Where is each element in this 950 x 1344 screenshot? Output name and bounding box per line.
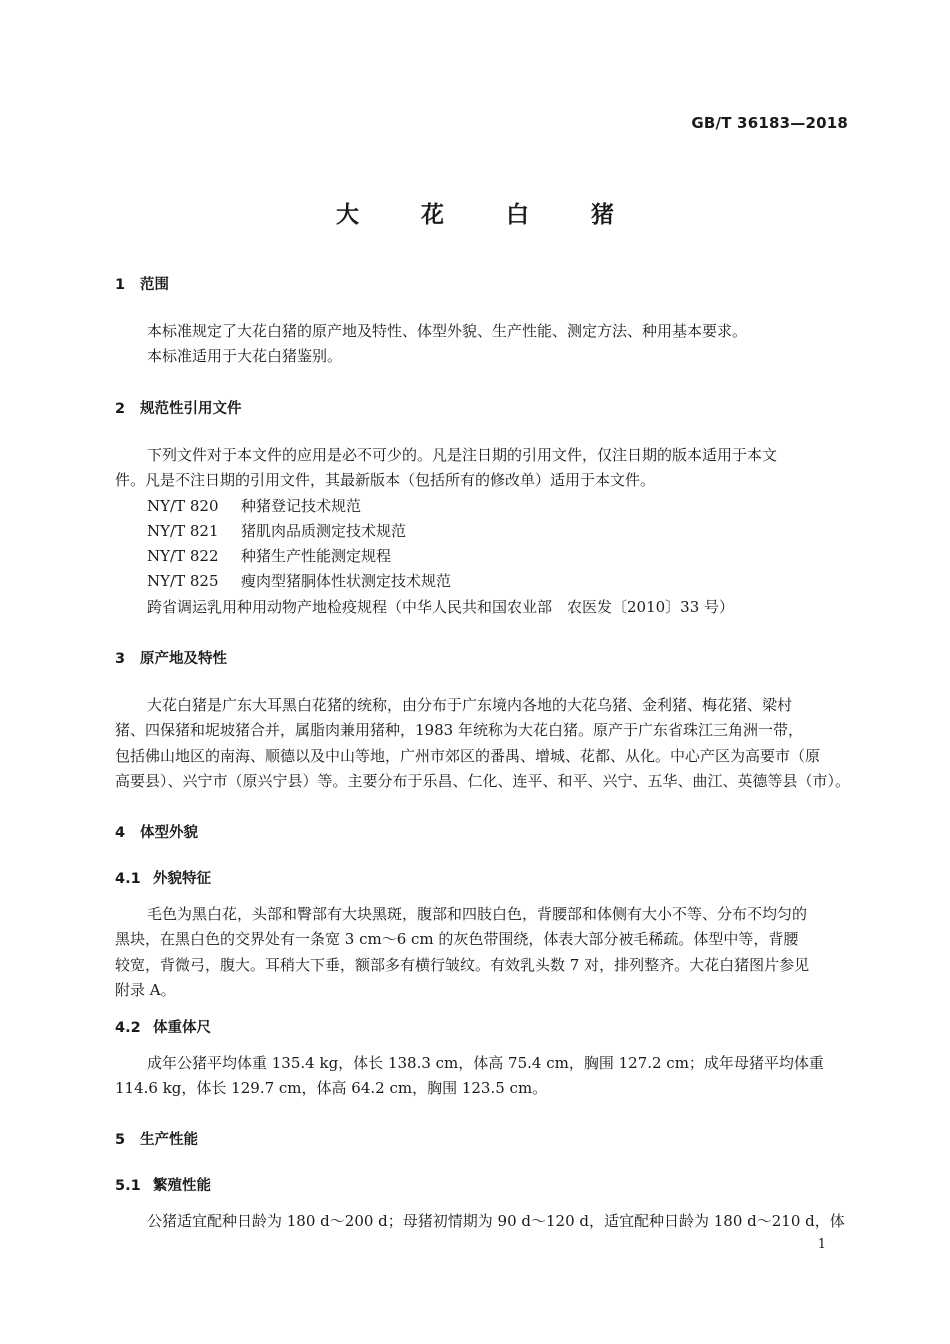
section-title: 生产性能 (140, 1132, 198, 1148)
paragraph-line: 附录 A。 (115, 980, 176, 999)
section-number: 3 (115, 651, 126, 667)
section-number: 2 (115, 401, 126, 417)
section-number: 5.1 (115, 1178, 141, 1194)
paragraph-line: 大花白猪是广东大耳黑白花猪的统称，由分布于广东境内各地的大花乌猪、金利猪、梅花猪、梁村 (147, 696, 793, 714)
section-number: 4 (115, 825, 126, 841)
section-title: 范围 (140, 277, 169, 293)
reference-title: 种猪生产性能测定规程 (241, 547, 392, 565)
reference-title: 瘦肉型猪胴体性状测定技术规范 (241, 572, 452, 590)
page-number: 1 (817, 1237, 826, 1252)
paragraph-line: 公猪适宜配种日龄为 180 d～200 d；母猪初情期为 90 d～120 d，适宜配种日龄为 180 d～210 d，体 (147, 1212, 845, 1230)
section-number: 4.1 (115, 871, 141, 887)
paragraph-line: 较宽，背微弓，腹大。耳稍大下垂，额部多有横行皱纹。有效乳头数 7 对，排列整齐。大花白猪图片参见 (115, 955, 810, 974)
section-4-2-heading (115, 1016, 211, 1037)
paragraph-line: 下列文件对于本文件的应用是必不可少的。凡是注日期的引用文件，仅注日期的版本适用于本文 (147, 446, 778, 464)
reference-code: NY/T 825 (147, 572, 219, 590)
paragraph-line: 包括佛山地区的南海、顺德以及中山等地，广州市郊区的番禺、增城、花都、从化。中心产区为高要市（原 (115, 746, 821, 765)
reference-code: NY/T 822 (147, 547, 219, 565)
section-4-heading (115, 821, 198, 842)
paragraph-line: 毛色为黑白花，头部和臀部有大块黑斑，腹部和四肢白色，背腰部和体侧有大小不等、分布不均匀的 (147, 905, 808, 923)
reference-item (147, 545, 391, 566)
section-4-1-heading (115, 867, 211, 888)
section-3-heading (115, 647, 227, 668)
document-title: 大 花 白 猪 (335, 202, 642, 228)
section-5-1-body (115, 1209, 850, 1234)
section-3-body (115, 693, 850, 794)
reference-code: NY/T 820 (147, 497, 219, 515)
section-number: 5 (115, 1132, 126, 1148)
section-title: 繁殖性能 (153, 1178, 211, 1194)
section-title: 规范性引用文件 (140, 401, 242, 417)
section-5-heading (115, 1128, 198, 1149)
section-number: 4.2 (115, 1020, 141, 1036)
paragraph-line: 件。凡是不注日期的引用文件，其最新版本（包括所有的修改单）适用于本文件。 (115, 471, 656, 490)
reference-item: 跨省调运乳用种用动物产地检疫规程（中华人民共和国农业部 农医发〔2010〕33 号） (147, 598, 735, 616)
reference-item (147, 520, 406, 541)
paragraph-line: 成年公猪平均体重 135.4 kg，体长 138.3 cm，体高 75.4 cm，胸围 127.2 cm；成年母猪平均体重 (147, 1054, 824, 1072)
section-2-body (115, 443, 850, 494)
paragraph-line: 猪、四保猪和坭坡猪合并，属脂肉兼用猪种，1983 年统称为大花白猪。原产于广东省珠江三角洲一带， (115, 721, 803, 740)
section-title: 体重体尺 (153, 1020, 211, 1036)
reference-title: 猪肌肉品质测定技术规范 (241, 522, 407, 540)
paragraph-line: 114.6 kg，体长 129.7 cm，体高 64.2 cm，胸围 123.5 cm。 (115, 1079, 548, 1098)
paragraph-line: 本标准适用于大花白猪鉴别。 (147, 347, 343, 366)
paragraph-line: 本标准规定了大花白猪的原产地及特性、体型外貌、生产性能、测定方法、种用基本要求。 (147, 322, 748, 340)
section-title: 外貌特征 (153, 871, 211, 887)
section-number: 1 (115, 277, 126, 293)
section-1-heading (115, 273, 169, 294)
section-2-heading (115, 397, 242, 418)
standard-code: GB/T 36183—2018 (691, 114, 848, 132)
section-title: 原产地及特性 (140, 651, 227, 667)
reference-title: 种猪登记技术规范 (241, 497, 362, 515)
paragraph-line: 高要县）、兴宁市（原兴宁县）等。主要分布于乐昌、仁化、连平、和平、兴宁、五华、曲江、英德等县（市）。 (115, 771, 851, 790)
section-1-body (115, 319, 850, 370)
section-4-2-body (115, 1051, 850, 1102)
section-4-1-body (115, 902, 850, 1003)
section-title: 体型外貌 (140, 825, 198, 841)
reference-item (147, 570, 451, 591)
reference-item (147, 495, 361, 516)
paragraph-line: 黑块，在黑白色的交界处有一条宽 3 cm～6 cm 的灰色带围绕，体表大部分被毛稀疏。体型中等，背腰 (115, 930, 799, 949)
reference-code: NY/T 821 (147, 522, 219, 540)
section-5-1-heading (115, 1174, 211, 1195)
